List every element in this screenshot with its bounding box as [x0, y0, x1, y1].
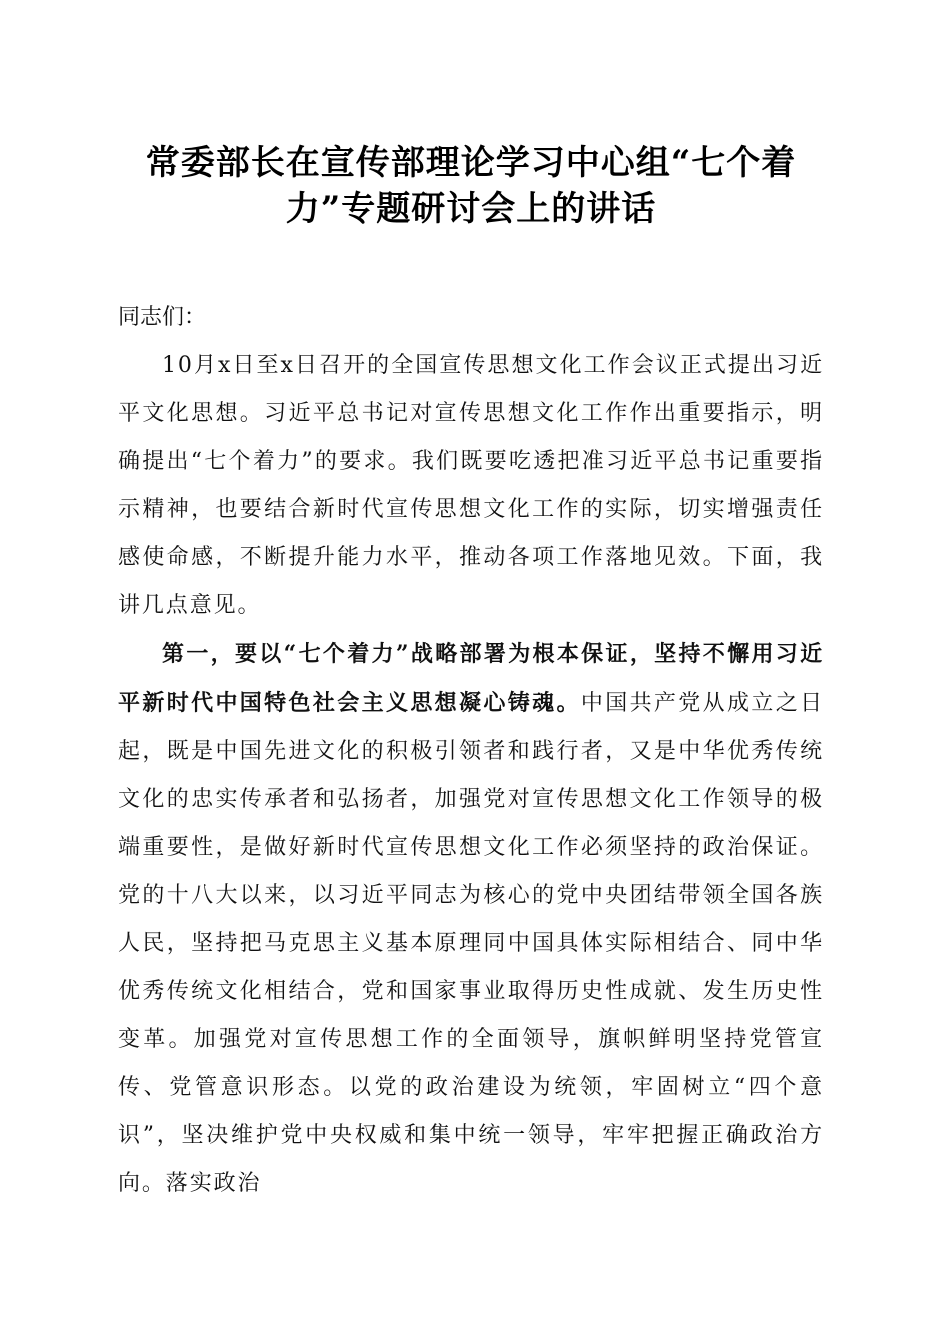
paragraph-text: 中国共产党从成立之日起，既是中国先进文化的积极引领者和践行者，又是中华优秀传统文化的忠实传承者和弘扬者，加强党对宣传思想文化工作领导的极端重要性，是做好新时代宣传思想文化工作必须坚持的政治保证。党的十八大以来，以习近平同志为核心的党中央团结带领全国各族人民，坚持把马克思主义基本原理同中国具体实际相结合、同中华优秀传统文化相结合，党和国家事业取得历史性成就、发生历史性变革。加强党对宣传思想工作的全面领导，旗帜鲜明坚持党管宣传、党管意识形态。以党的政治建设为统领，牢固树立“四个意识”，坚决维护党中央权威和集中统一领导，牢牢把握正确政治方向。落实政治	[118, 691, 824, 1196]
paragraph-lead: 第一，要以“七个着力”战略部署为根本保证，坚持不懈用习近平新时代中国特色社会主义思想凝心铸魂。	[118, 641, 824, 716]
paragraph-intro	[118, 342, 824, 630]
paragraph-point-one	[118, 630, 824, 1208]
salutation: 同志们：	[118, 305, 207, 330]
document-title: 常委部长在宣传部理论学习中心组“七个着力”专题研讨会上的讲话	[145, 143, 797, 229]
document-page	[118, 140, 824, 1208]
paragraph-text: 10月x日至x日召开的全国宣传思想文化工作会议正式提出习近平文化思想。习近平总书记对宣传思想文化工作作出重要指示，明确提出“七个着力”的要求。我们既要吃透把准习近平总书记重要指示精神，也要结合新时代宣传思想文化工作的实际，切实增强责任感使命感，不断提升能力水平，推动各项工作落地见效。下面，我讲几点意见。	[118, 353, 824, 618]
